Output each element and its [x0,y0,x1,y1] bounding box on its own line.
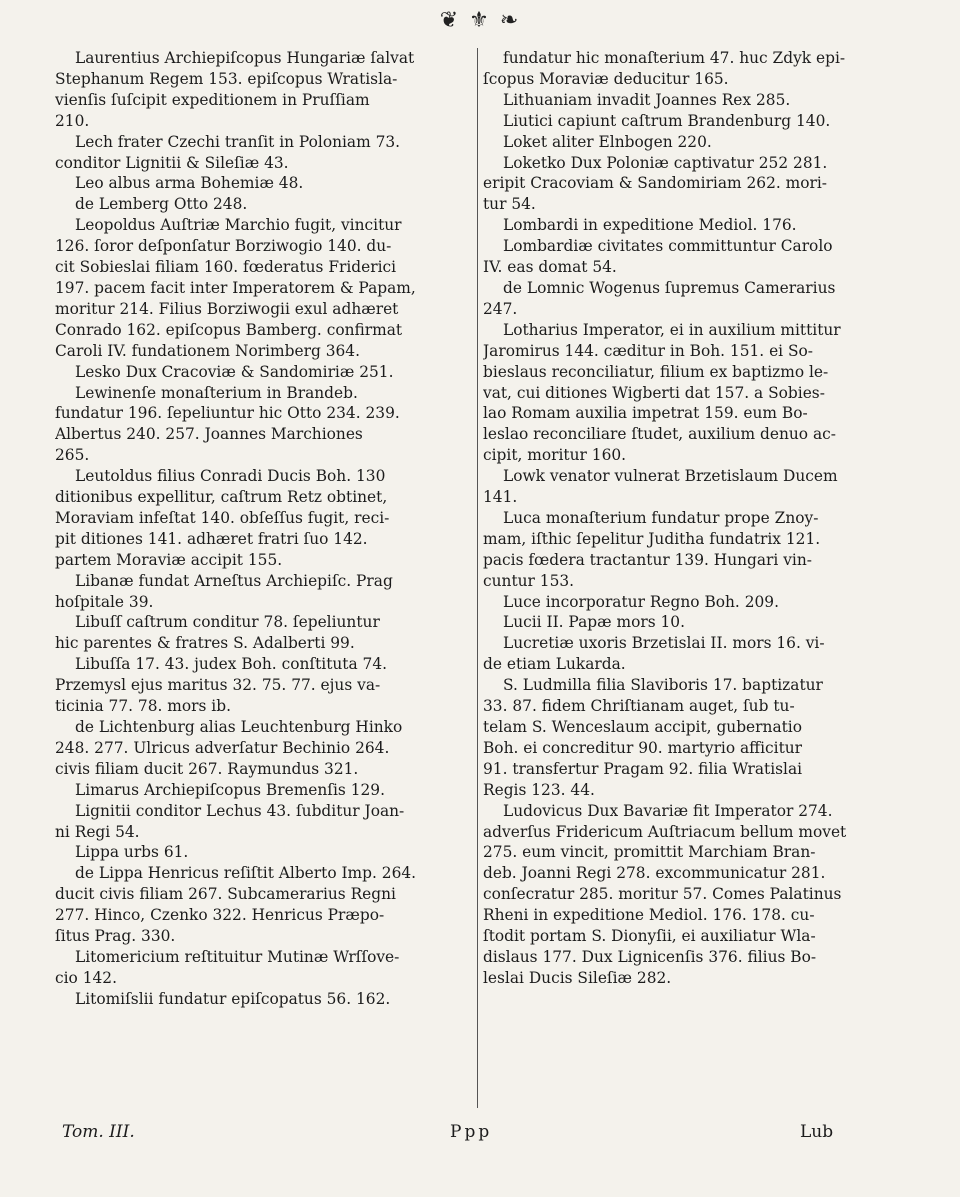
entry-line: Lewinenſe monaſterium in Brandeb. [75,383,358,402]
entry-line: Luce incorporatur Regno Boh. 209. [503,592,779,611]
entry-line: Lucii II. Papæ mors 10. [503,613,685,632]
index-entry [483,320,898,466]
volume-label: Tom. III. [62,1122,135,1142]
header-ornament: ❦ ⚜ ❧ [439,8,521,33]
entry-line: leslai Ducis Sileſiæ 282. [483,968,672,987]
index-entry [483,592,898,613]
entry-line: Regis 123. 44. [483,780,595,799]
index-entry [55,989,473,1010]
entry-line: bieslaus reconciliatur, filium ex baptizmo le- [483,362,829,381]
entry-line: cuntur 153. [483,571,575,590]
entry-line: S. Ludmilla filia Slaviboris 17. baptizatur [503,676,823,695]
entry-line: vat, cui ditiones Wigberti dat 157. a Sobies- [483,383,825,402]
index-entry [483,153,898,216]
entry-line: Libuſſa 17. 43. judex Boh. conſtituta 74. [75,655,388,674]
entry-line: leslao reconciliare ſtudet, auxilium denuo ac- [483,425,836,444]
entry-line: de Lippa Henricus reſiſtit Alberto Imp. 264. [75,864,417,883]
entry-line: Caroli IV. fundationem Norimberg 364. [55,341,360,360]
entry-line: 210. [55,111,90,130]
index-entry [55,173,473,194]
index-entry [483,48,898,90]
entry-line: civis filiam ducit 267. Raymundus 321. [55,759,359,778]
entry-line: Leopoldus Auſtriæ Marchio fugit, vincitur [75,216,402,235]
index-entry [55,947,473,989]
index-entry [55,132,473,174]
entry-line: pit ditiones 141. adhæret fratri ſuo 142. [55,529,368,548]
entry-line: 91. transfertur Pragam 92. filia Wratislai [483,759,803,778]
index-entry [483,132,898,153]
index-entry [55,383,473,467]
entry-line: Moraviam infeſtat 140. obſeſſus fugit, reci- [55,508,390,527]
entry-line: 33. 87. fidem Chriſtianam auget, ſub tu- [483,697,795,716]
entry-line: Limarus Archiepiſcopus Bremenſis 129. [75,780,385,799]
entry-line: Rheni in expeditione Mediol. 176. 178. cu- [483,906,815,925]
entry-line: partem Moraviæ accipit 155. [55,550,283,569]
index-entry [55,48,473,132]
entry-line: de Lemberg Otto 248. [75,195,248,214]
entry-line: Lech frater Czechi tranſit in Poloniam 73. [75,132,401,151]
entry-line: Przemysl ejus maritus 32. 75. 77. ejus va- [55,676,381,695]
entry-line: eripit Cracoviam & Sandomiriam 262. mori- [483,174,828,193]
entry-line: Loket aliter Elnbogen 220. [503,132,712,151]
entry-line: pacis fœdera tractantur 139. Hungari vin- [483,550,812,569]
index-entry [55,215,473,361]
entry-line: deb. Joanni Regi 278. excommunicatur 281. [483,864,826,883]
entry-line: ticinia 77. 78. mors ib. [55,697,231,716]
entry-line: lao Romam auxilia impetrat 159. eum Bo- [483,404,808,423]
right-column [483,48,898,1098]
entry-line: Litomiſslii fundatur epiſcopatus 56. 162. [75,989,391,1008]
index-entry [55,801,473,843]
entry-line: IV. eas domat 54. [483,258,617,277]
entry-line: 247. [483,299,518,318]
index-entry [55,863,473,947]
entry-line: cio 142. [55,968,117,987]
entry-line: 265. [55,446,90,465]
entry-line: Stephanum Regem 153. epiſcopus Wratisla- [55,69,398,88]
entry-line: Laurentius Archiepiſcopus Hungariæ ſalvat [75,49,415,67]
entry-line: ſcopus Moraviæ deducitur 165. [483,69,729,88]
index-entry [483,466,898,508]
index-entry [483,111,898,132]
entry-line: Lombardi in expeditione Mediol. 176. [503,216,797,235]
entry-line: moritur 214. Filius Borziwogii exul adhæret [55,299,399,318]
index-entry [483,278,898,320]
entry-line: fundatur hic monaſterium 47. huc Zdyk epi- [503,49,846,67]
catchword: Lub [800,1122,834,1142]
index-entry [55,194,473,215]
entry-line: Lignitii conditor Lechus 43. ſubditur Joan- [75,801,405,820]
entry-line: ducit civis filiam 267. Subcamerarius Regni [55,885,396,904]
column-divider [477,48,478,1108]
entry-line: tur 54. [483,195,536,214]
entry-line: 248. 277. Ulricus adverſatur Bechinio 264. [55,738,390,757]
entry-line: Ludovicus Dux Bavariæ fit Imperator 274. [503,801,833,820]
entry-line: conſecratur 285. moritur 57. Comes Palatinus [483,885,842,904]
index-entry [55,717,473,780]
entry-line: Liutici capiunt caſtrum Brandenburg 140. [503,111,831,130]
entry-line: Libuſſ caſtrum conditur 78. ſepeliuntur [75,613,380,632]
index-entry [55,362,473,383]
entry-line: Lombardiæ civitates committuntur Carolo [503,237,833,256]
entry-line: 277. Hinco, Czenko 322. Henricus Præpo- [55,906,385,925]
index-entry [483,215,898,236]
entry-line: ſtodit portam S. Dionyſii, ei auxiliatur Wla- [483,927,816,946]
entry-line: fundatur 196. ſepeliuntur hic Otto 234. 239. [55,404,400,423]
entry-line: Leo albus arma Bohemiæ 48. [75,174,304,193]
entry-line: 275. eum vincit, promittit Marchiam Bran- [483,843,816,862]
index-entry [483,612,898,633]
entry-line: Lippa urbs 61. [75,843,189,862]
entry-line: telam S. Wenceslaum accipit, gubernatio [483,718,802,736]
entry-line: cipit, moritur 160. [483,446,627,465]
entry-line: Lesko Dux Cracoviæ & Sandomiriæ 251. [75,362,394,381]
entry-line: vienſis ſuſcipit expeditionem in Pruſſiam [55,90,370,109]
entry-line: dislaus 177. Dux Lignicenſis 376. filius Bo- [483,947,817,966]
index-entry [55,780,473,801]
entry-line: Lucretiæ uxoris Brzetislai II. mors 16. vi- [503,634,825,653]
entry-line: ditionibus expellitur, caſtrum Retz obtinet, [55,488,388,507]
entry-line: 197. pacem facit inter Imperatorem & Papam, [55,278,416,297]
entry-line: Conrado 162. epiſcopus Bamberg. confirmat [55,320,403,339]
entry-line: Luca monaſterium fundatur prope Znoy- [503,508,819,527]
index-entry [55,466,473,571]
entry-line: Lithuaniam invadit Joannes Rex 285. [503,90,791,109]
entry-line: Jaromirus 144. cæditur in Boh. 151. ei So- [483,341,814,360]
index-entry [55,612,473,654]
index-entry [483,508,898,592]
entry-line: ni Regi 54. [55,822,140,841]
entry-line: cit Sobieslai filiam 160. fœderatus Friderici [55,258,397,277]
entry-line: Loketko Dux Poloniæ captivatur 252 281. [503,153,828,172]
entry-line: Libanæ fundat Arneſtus Archiepiſc. Prag [75,571,393,590]
entry-line: Lowk venator vulnerat Brzetislaum Ducem [503,467,838,486]
signature-mark: Ppp [450,1122,493,1142]
index-entry [483,90,898,111]
index-entry [55,654,473,717]
index-entry [483,801,898,989]
entry-line: de etiam Lukarda. [483,655,626,674]
entry-line: Lotharius Imperator, ei in auxilium mittitur [503,320,841,339]
entry-line: Boh. ei concreditur 90. martyrio afficitur [483,738,803,757]
entry-line: Litomericium reſtituitur Mutinæ Wrſſove- [75,947,400,966]
entry-line: conditor Lignitii & Sileſiæ 43. [55,153,289,172]
index-entry [55,571,473,613]
entry-line: adverſus Fridericum Auſtriacum bellum movet [483,822,847,841]
entry-line: 141. [483,488,518,507]
entry-line: Albertus 240. 257. Joannes Marchiones [55,425,363,444]
entry-line: ſitus Prag. 330. [55,927,176,946]
entry-line: Leutoldus filius Conradi Ducis Boh. 130 [75,467,386,486]
index-entry [483,675,898,800]
index-entry [483,236,898,278]
index-entry [55,842,473,863]
entry-line: hic parentes & fratres S. Adalberti 99. [55,634,355,653]
left-column [55,48,473,1098]
entry-line: hoſpitale 39. [55,592,154,611]
entry-line: de Lomnic Wogenus ſupremus Camerarius [503,278,836,297]
entry-line: 126. ſoror deſponſatur Borziwogio 140. du- [55,237,392,256]
index-entry [483,633,898,675]
entry-line: de Lichtenburg alias Leuchtenburg Hinko [75,718,403,736]
entry-line: mam, iſthic ſepelitur Juditha fundatrix 121. [483,529,821,548]
